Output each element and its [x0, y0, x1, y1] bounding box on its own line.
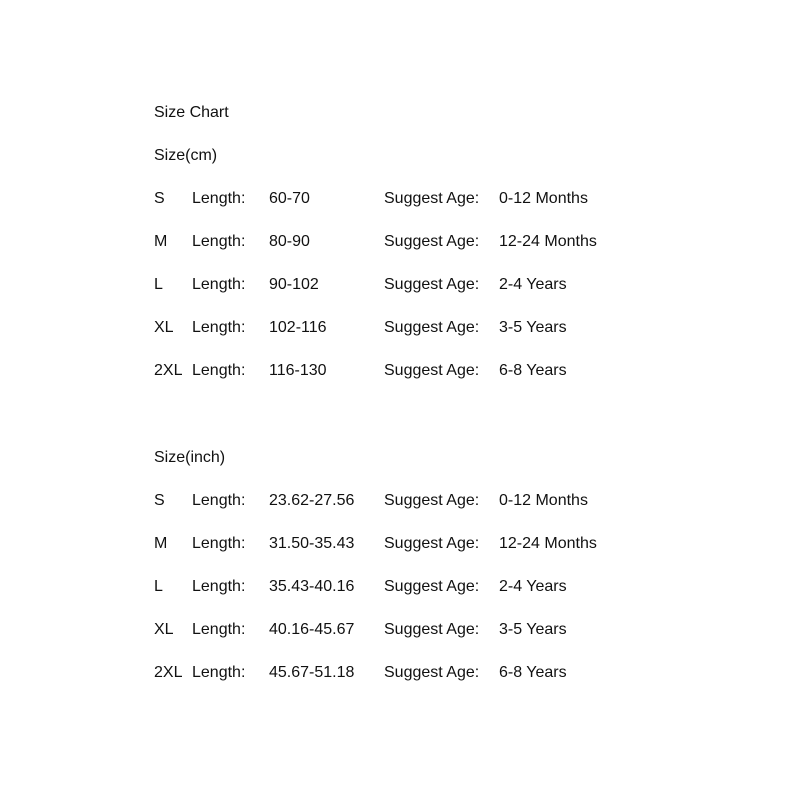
age-label: Suggest Age:: [384, 276, 480, 293]
size-row: [0, 534, 800, 554]
size-row: [0, 189, 800, 209]
age-value: 3-5 Years: [499, 319, 567, 336]
length-value: 45.67-51.18: [269, 664, 355, 681]
size-row: [0, 318, 800, 338]
length-value: 35.43-40.16: [269, 578, 355, 595]
page-title: Size Chart: [154, 104, 229, 121]
length-value: 40.16-45.67: [269, 621, 355, 638]
age-label: Suggest Age:: [384, 578, 480, 595]
length-label: Length:: [192, 190, 246, 207]
age-value: 3-5 Years: [499, 621, 567, 638]
length-value: 116-130: [269, 362, 327, 379]
size-label: S: [154, 190, 165, 207]
size-label: L: [154, 276, 163, 293]
age-value: 12-24 Months: [499, 535, 597, 552]
size-label: 2XL: [154, 664, 183, 681]
age-value: 6-8 Years: [499, 664, 567, 681]
length-label: Length:: [192, 492, 246, 509]
size-label: XL: [154, 319, 174, 336]
age-value: 0-12 Months: [499, 492, 588, 509]
length-label: Length:: [192, 621, 246, 638]
age-label: Suggest Age:: [384, 190, 480, 207]
size-label: M: [154, 233, 168, 250]
length-value: 80-90: [269, 233, 310, 250]
length-value: 31.50-35.43: [269, 535, 355, 552]
age-label: Suggest Age:: [384, 492, 480, 509]
age-value: 0-12 Months: [499, 190, 588, 207]
size-row: [0, 361, 800, 381]
length-label: Length:: [192, 578, 246, 595]
length-label: Length:: [192, 276, 246, 293]
size-label: S: [154, 492, 165, 509]
age-label: Suggest Age:: [384, 664, 480, 681]
size-label: 2XL: [154, 362, 183, 379]
length-value: 60-70: [269, 190, 310, 207]
size-row: [0, 275, 800, 295]
size-row: [0, 663, 800, 683]
age-label: Suggest Age:: [384, 233, 480, 250]
size-row: [0, 577, 800, 597]
age-value: 2-4 Years: [499, 276, 567, 293]
length-label: Length:: [192, 362, 246, 379]
length-value: 90-102: [269, 276, 319, 293]
age-label: Suggest Age:: [384, 362, 480, 379]
length-label: Length:: [192, 535, 246, 552]
section-heading-inch: Size(inch): [154, 449, 226, 466]
length-value: 23.62-27.56: [269, 492, 355, 509]
section-heading-cm: Size(cm): [154, 147, 218, 164]
age-label: Suggest Age:: [384, 621, 480, 638]
length-label: Length:: [192, 664, 246, 681]
age-value: 12-24 Months: [499, 233, 597, 250]
age-value: 6-8 Years: [499, 362, 567, 379]
age-value: 2-4 Years: [499, 578, 567, 595]
size-label: M: [154, 535, 168, 552]
length-value: 102-116: [269, 319, 327, 336]
size-label: XL: [154, 621, 174, 638]
length-label: Length:: [192, 233, 246, 250]
size-row: [0, 491, 800, 511]
size-row: [0, 620, 800, 640]
size-label: L: [154, 578, 163, 595]
age-label: Suggest Age:: [384, 319, 480, 336]
size-row: [0, 232, 800, 252]
length-label: Length:: [192, 319, 246, 336]
age-label: Suggest Age:: [384, 535, 480, 552]
